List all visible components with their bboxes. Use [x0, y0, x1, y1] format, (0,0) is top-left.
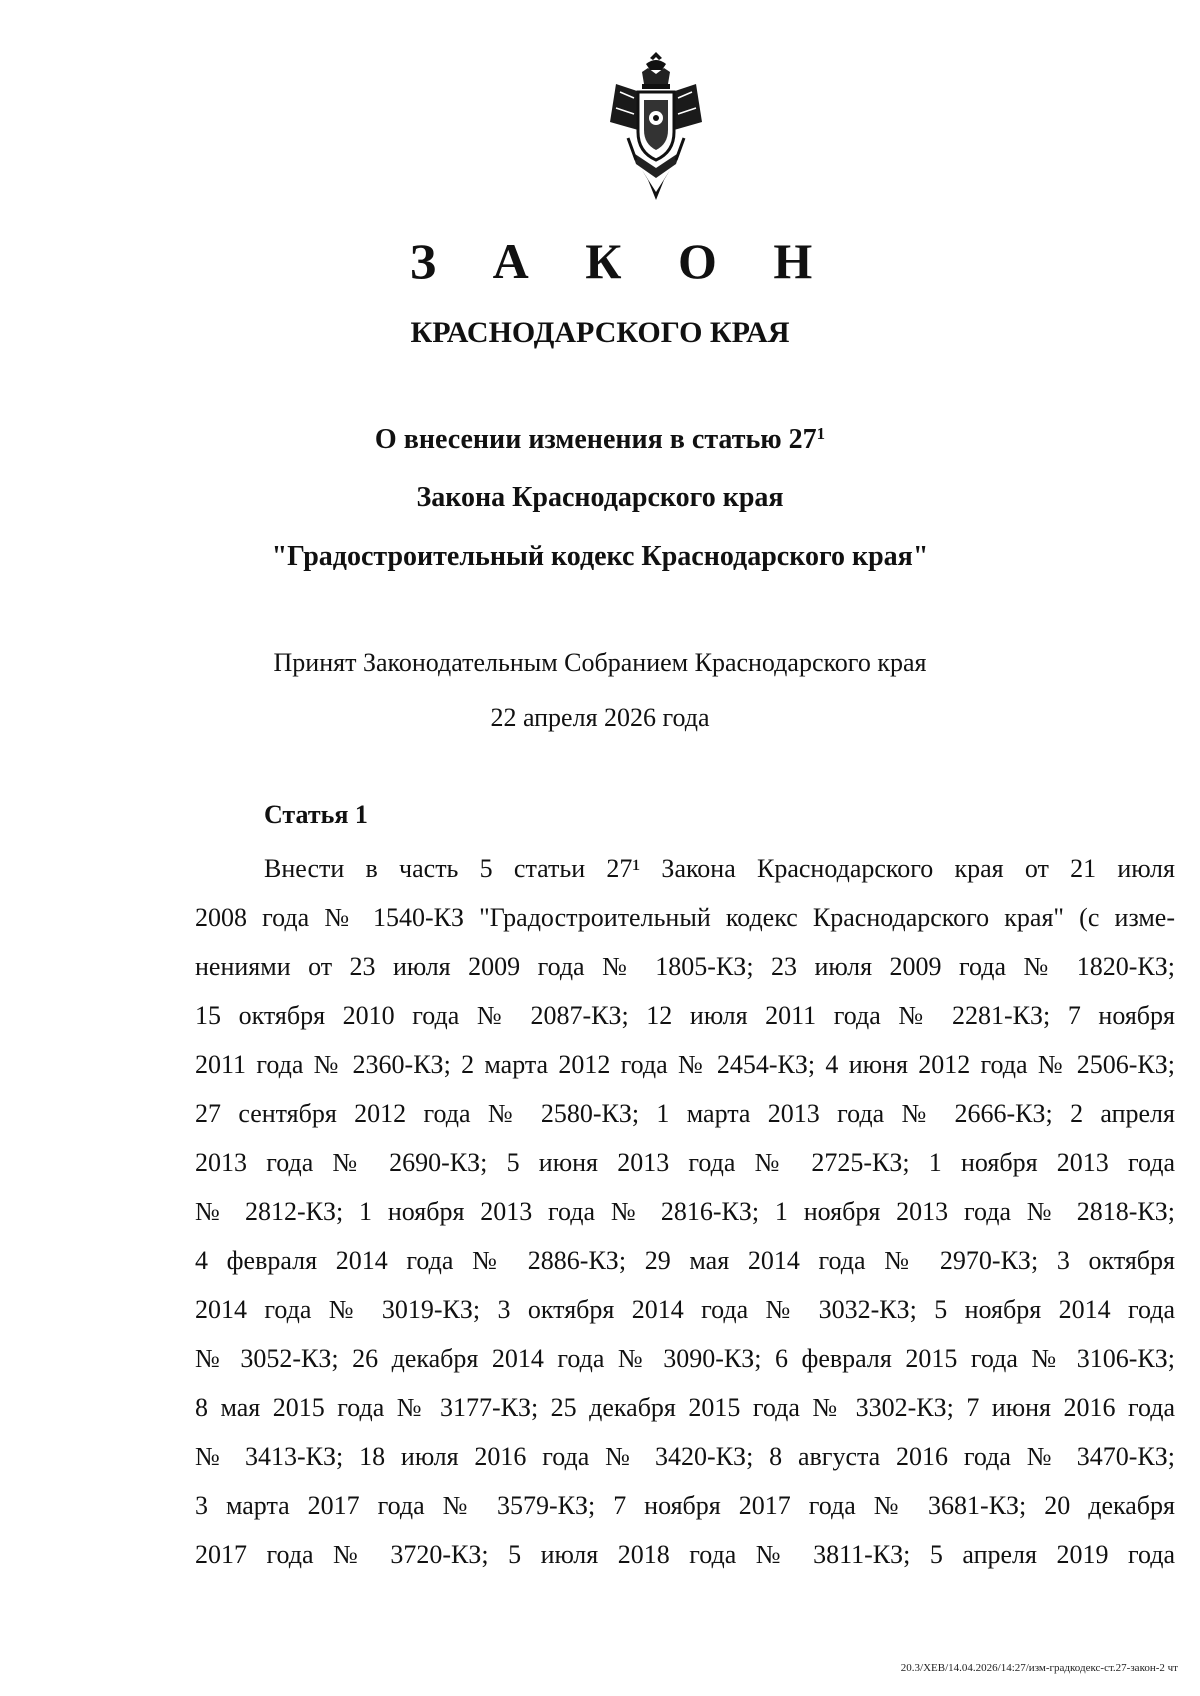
subject-line-1-text: О внесении изменения в статью 27: [374, 424, 817, 455]
document-registration-code: 20.3/ХЕВ/14.04.2026/14:27/изм-градкодекс-ст.27-закон-2 чт: [900, 1662, 1178, 1674]
article-body: [195, 844, 1175, 1579]
body-line: № 3413-КЗ; 18 июля 2016 года № 3420-КЗ; 8 августа 2016 года № 3470-КЗ;: [195, 1442, 1175, 1471]
body-line: 2014 года № 3019-КЗ; 3 октября 2014 года № 3032-КЗ; 5 ноября 2014 года: [195, 1295, 1175, 1324]
body-line: 2008 года № 1540-КЗ "Градостроительный кодекс Краснодарского края" (с изме-: [195, 903, 1175, 932]
adoption-note: Принят Законодательным Собранием Краснодарского края: [273, 648, 927, 677]
subject-line-1: [0, 424, 1200, 456]
document-title: З А К О Н: [409, 233, 835, 289]
adoption-date: 22 апреля 2026 года: [490, 703, 710, 732]
article-heading: Статья 1: [264, 800, 368, 829]
body-line: 2011 года № 2360-КЗ; 2 марта 2012 года № 2454-КЗ; 4 июня 2012 года № 2506-КЗ;: [195, 1050, 1175, 1079]
subject-line-3: "Градостроительный кодекс Краснодарского края": [271, 541, 929, 572]
body-line: 3 марта 2017 года № 3579-КЗ; 7 ноября 2017 года № 3681-КЗ; 20 декабря: [195, 1491, 1175, 1520]
body-line: № 2812-КЗ; 1 ноября 2013 года № 2816-КЗ; 1 ноября 2013 года № 2818-КЗ;: [195, 1197, 1175, 1226]
body-line: 27 сентября 2012 года № 2580-КЗ; 1 марта 2013 года № 2666-КЗ; 2 апреля: [195, 1099, 1175, 1128]
coat-of-arms-icon: [602, 52, 710, 202]
subject-superscript: 1: [816, 423, 826, 443]
body-line: 2017 года № 3720-КЗ; 5 июля 2018 года № 3811-КЗ; 5 апреля 2019 года: [195, 1540, 1175, 1569]
subject-line-2: Закона Краснодарского края: [416, 482, 784, 513]
body-line: нениями от 23 июля 2009 года № 1805-КЗ; 23 июля 2009 года № 1820-КЗ;: [195, 952, 1175, 981]
body-line: 15 октября 2010 года № 2087-КЗ; 12 июля 2011 года № 2281-КЗ; 7 ноября: [195, 1001, 1175, 1030]
body-line: 4 февраля 2014 года № 2886-КЗ; 29 мая 2014 года № 2970-КЗ; 3 октября: [195, 1246, 1175, 1275]
document-region: КРАСНОДАРСКОГО КРАЯ: [410, 316, 790, 349]
body-line: № 3052-КЗ; 26 декабря 2014 года № 3090-КЗ; 6 февраля 2015 года № 3106-КЗ;: [195, 1344, 1175, 1373]
body-line: 2013 года № 2690-КЗ; 5 июня 2013 года № 2725-КЗ; 1 ноября 2013 года: [195, 1148, 1175, 1177]
body-line: 8 мая 2015 года № 3177-КЗ; 25 декабря 2015 года № 3302-КЗ; 7 июня 2016 года: [195, 1393, 1175, 1422]
body-line: Внести в часть 5 статьи 27¹ Закона Краснодарского края от 21 июля: [264, 854, 1175, 883]
